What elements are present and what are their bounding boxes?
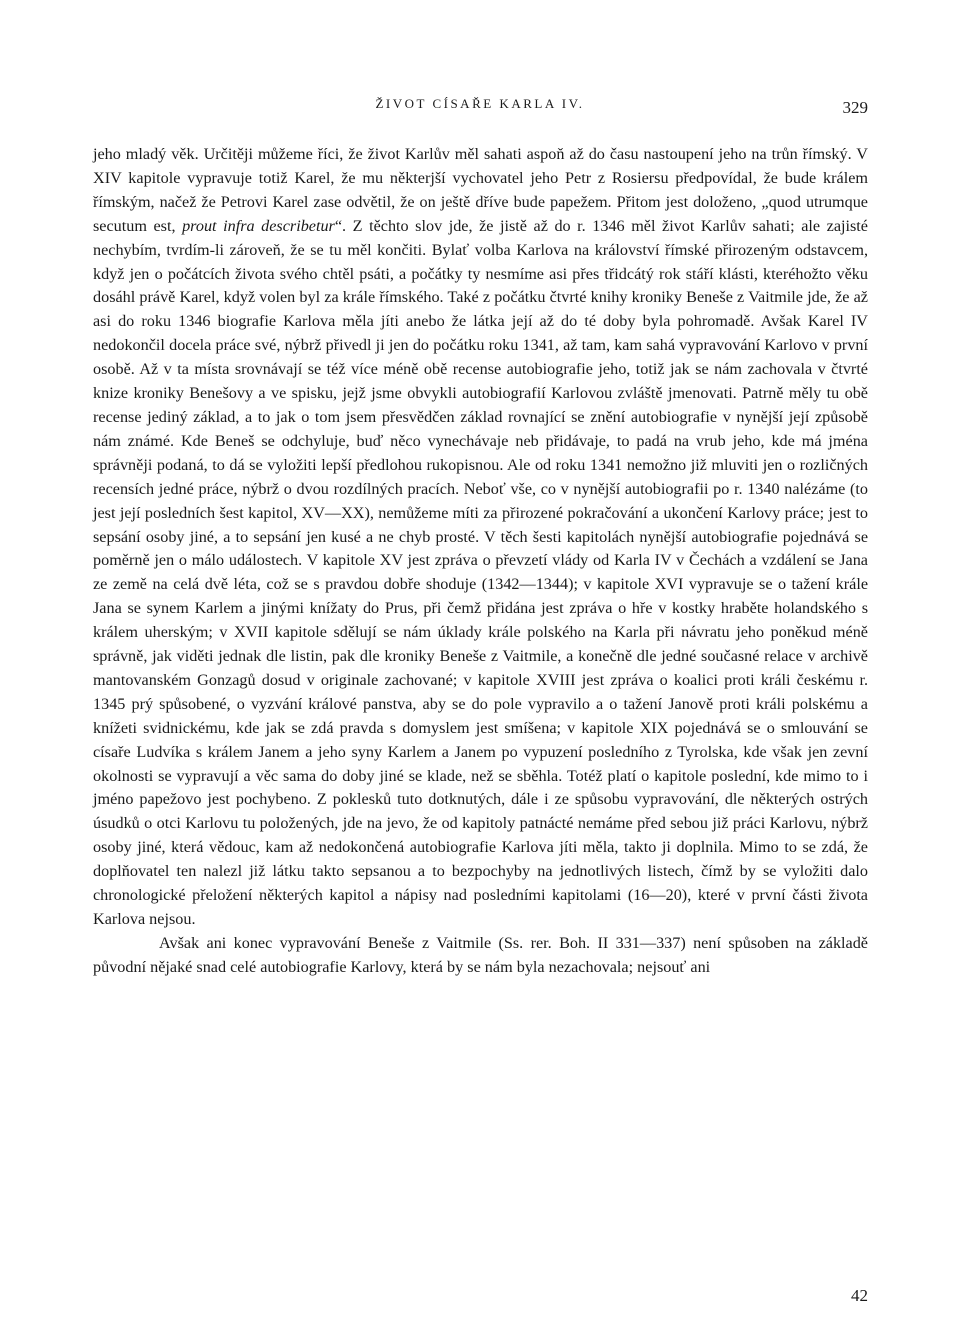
page-number: 329	[842, 98, 868, 117]
body-text	[93, 143, 868, 980]
latin-quote-italic: prout infra describetur	[182, 216, 335, 235]
signature-mark: 42	[851, 1286, 868, 1305]
paragraph-1-text-end: “. Z těchto slov jde, že jistě až do r. 1346 měl život Karlův sahati; ale zajisté nechybím, tvrdím-li zároveň, že se tu měl končiti. Bylať volba Karlova na království římské přirozeným odstavcem, když jen o počátcích života svého chtěl psáti, a počátky ty nesmíme asi přes třidcátý rok stáří klásti, kteréhožto věku dosáhl právě Karel, když volen byl za krále římského. Také z počátku čtvrté knihy kroniky Beneše z Vaitmile jde, že až asi do roku 1346 biografie Karlova měla jíti anebo že látka její až do té doby byla pohromadě. Avšak Karel IV nedokončil docela práce své, nýbrž přivedl ji jen do počátku roku 1341, až tam, kam sahá vypravování Karlovo v první osobě. Až v ta místa srovnávají se též více méně obě recense autobiografie jeho, totiž jak se nám zachovala v čtvrté knize kroniky Benešovy a ve spisku, jejž jsme obvykli autobiografií Karlovou zvláště jmenovati. Patrně měly tu obě recense jediný základ, a to jak o tom jsem přesvědčen základ rovnající se znění autobiografie v nynější její způsobě nám známé. Kde Beneš se odchyluje, buď něco vynechávaje neb přidávaje, to padá na vrub jeho, kde má jména správněji podaná, to dá se vyložiti lepší předlohou rukopisnou. Ale od roku 1341 nemožno již mluviti jen o rozličných recensích jedné práce, nýbrž o dvou rozdílných pracích. Neboť vše, co v nynější autobiografii po r. 1340 nalézáme (to jest její posledních šest kapitol, XV—XX), nemůžeme míti za přirozené pokračování a ukončení Karlovy práce; jest to sepsání osoby jiné, a to sepsání jen kusé a ne chyb prosté. V těch šesti kapitolách nynější autobiografie pojednává se poměrně jen o málo událostech. V kapitole XV jest zpráva o převzetí vlády od Karla IV v Čechách a vzdálení se Jana ze země na celá dvě léta, což se s pravdou dobře shoduje (1342—1344); v kapitole XVI vypravuje se o tažení krále Jana se synem Karlem a jinými knížaty do Prus, při čemž přidána jest zpráva o hře v kostky hraběte holandského s králem uherským; v XVII kapitole sdělují se nám úklady krále polského na Karla při návratu jeho poněkud méně správně, jak viděti jednak dle listin, pak dle kroniky Beneše z Vaitmile, a konečně dle jedné současné relace v archivě mantovanském Gonzagů dosud v originale zachované; v kapitole XVIII jest zpráva o koalici proti králi českému r. 1345 prý spůsobené, o vyzvání králové panstva, aby se do pole vypravilo a o tažení Janově proti králi polskému a knížeti svidnickému, kde jak se zdá pravda s domyslem jest smíšena; v kapitole XIX pojednává se o smlouvání se císaře Ludvíka s králem Janem a jeho syny Karlem a Janem po vypuzení posledního z Tyrolska, kde však jen zevní okolnosti se vypravují a věc sama do doby jiné se klade, než se sběhla. Totéž platí o kapitole poslední, kde mimo to i jméno papežovo jest pochybeno. Z poklesků tuto dotknutých, dále i ze spůsobu vypravování, dle některých ostrých úsudků o otci Karlovu tu položených, jde na jevo, že od kapitoly patnácté nemáme před sebou již práci Karlovu, nýbrž osoby jiné, která vědouc, kam až nedokončená autobiografie Karlova jíti měla, takto ji doplnila. Mimo to se zdá, že doplňovatel ten nalezl již látku takto sepsanou a to bezpochyby na jednotlivých listech, čímž by se vyložiti dalo chronologické přeložení některých kapitol a nápisy nad posledními kapitolami (16—20), které v první části života Karlova nejsou.	[93, 216, 868, 928]
paragraph-1	[93, 143, 868, 932]
paragraph-1-text-start: jeho mladý věk. Určitěji můžeme říci, že život Karlův měl sahati aspoň až do času nastoupení jeho na trůn římský. V XIV kapitole vypravuje totiž Karel, že mu některjší vychovatel jeho Petr z Rosiersu předpovídal, že bude králem římským, načež že Petrovi Karel zase odvětil, že on ještě dříve bude papežem. Přitom jest doloženo, „quod utrumque secutum est,	[93, 145, 868, 235]
paragraph-2: Avšak ani konec vypravování Beneše z Vaitmile (Ss. rer. Boh. II 331—337) není spůsoben na základě původní nějaké snad celé autobiografie Karlovy, která by se nám byla nezachovala; nejsouť ani	[93, 933, 868, 976]
running-title: ŽIVOT CÍSAŘE KARLA IV.	[375, 96, 585, 111]
